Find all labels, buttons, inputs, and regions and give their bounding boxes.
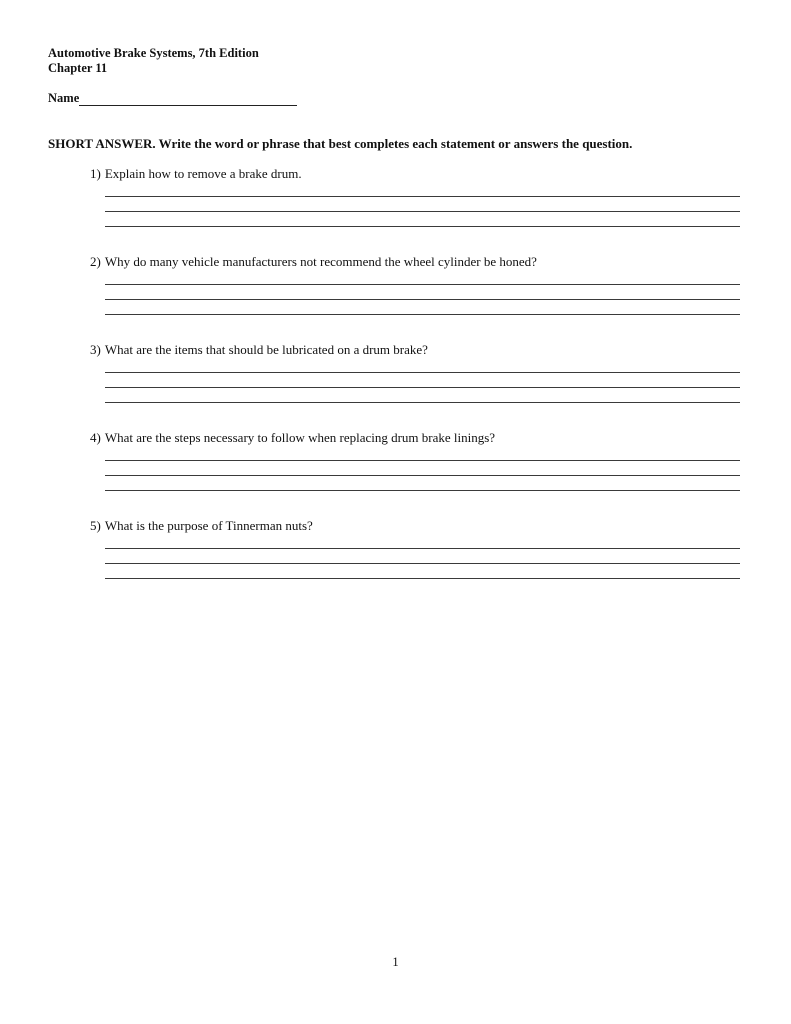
chapter-label: Chapter 11: [48, 60, 108, 75]
document-title: Automotive Brake Systems, 7th Edition: [48, 46, 259, 60]
answer-lines: [105, 270, 740, 315]
question-block: [48, 343, 740, 403]
answer-lines: [105, 358, 740, 403]
question-text: [48, 167, 740, 182]
question-body: What is the purpose of Tinnerman nuts?: [104, 517, 313, 533]
answer-line: [105, 300, 740, 315]
answer-line: [105, 461, 740, 476]
question-text: [48, 519, 740, 534]
question-block: [48, 431, 740, 491]
question-body: What are the items that should be lubricated on a drum brake?: [104, 341, 428, 357]
answer-line: [105, 270, 740, 285]
question-block: [48, 255, 740, 315]
answer-lines: [105, 446, 740, 491]
question-text: [48, 255, 740, 270]
answer-line: [105, 446, 740, 461]
question-body: Why do many vehicle manufacturers not recommend the wheel cylinder be honed?: [104, 254, 537, 270]
question-text: [48, 343, 740, 358]
answer-lines: [105, 534, 740, 579]
question-number: 2): [90, 254, 101, 270]
section-instructions: SHORT ANSWER. Write the word or phrase that best completes each statement or answers the question.: [48, 135, 633, 151]
answer-line: [105, 197, 740, 212]
answer-line: [105, 182, 740, 197]
question-number: 3): [90, 341, 101, 357]
answer-line: [105, 373, 740, 388]
question-number: 5): [90, 517, 101, 533]
answer-line: [105, 212, 740, 227]
question-text: [48, 431, 740, 446]
name-row: [48, 92, 740, 106]
question-body: Explain how to remove a brake drum.: [104, 166, 302, 182]
answer-line: [105, 388, 740, 403]
answer-line: [105, 285, 740, 300]
answer-line: [105, 564, 740, 579]
name-blank-line: [79, 92, 297, 106]
question-body: What are the steps necessary to follow when replacing drum brake linings?: [104, 429, 496, 445]
page-number: 1: [392, 955, 399, 969]
name-label: Name: [48, 90, 80, 105]
question-number: 4): [90, 429, 101, 445]
answer-line: [105, 476, 740, 491]
question-block: [48, 167, 740, 227]
answer-line: [105, 549, 740, 564]
answer-lines: [105, 182, 740, 227]
answer-line: [105, 358, 740, 373]
question-block: [48, 519, 740, 579]
question-number: 1): [90, 166, 101, 182]
answer-line: [105, 534, 740, 549]
